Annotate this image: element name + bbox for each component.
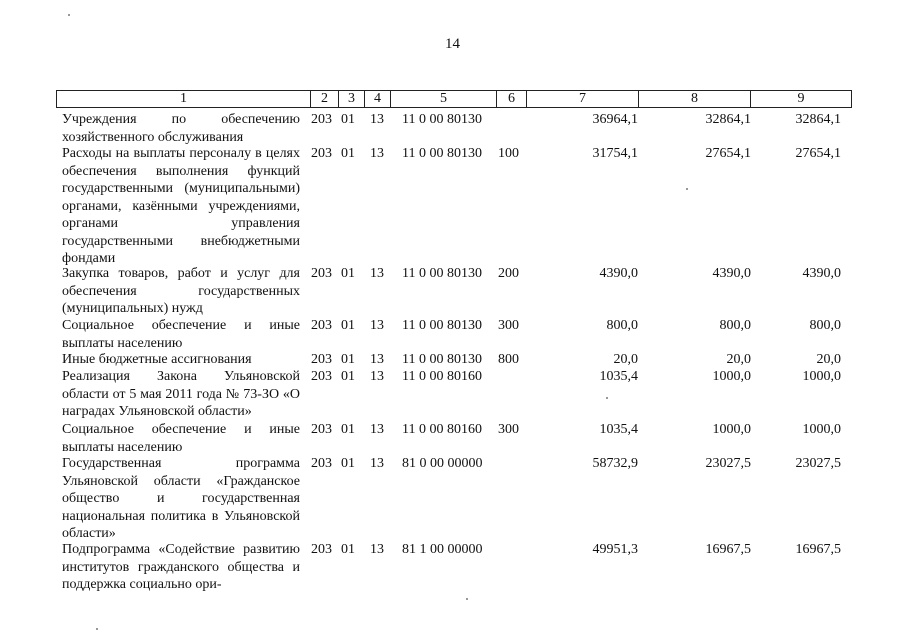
header-col-9: 9 — [750, 91, 851, 107]
cell-col-5: 81 0 00 00000 — [402, 456, 483, 471]
header-col-7: 7 — [526, 91, 638, 107]
row-description: Иные бюджетные ассигнования — [62, 352, 252, 367]
scan-speck — [606, 397, 608, 399]
table-header — [56, 90, 852, 108]
header-col-1: 1 — [180, 91, 187, 106]
cell-col-8: 27654,1 — [705, 146, 751, 161]
page-number: 14 — [445, 36, 460, 52]
cell-col-5: 11 0 00 80130 — [402, 352, 482, 367]
cell-col-7: 1035,4 — [599, 422, 638, 437]
row-description: Закупка товаров, работ и услуг для обеспечения государственных (муниципальных) нужд — [62, 266, 300, 316]
cell-col-7: 49951,3 — [592, 542, 638, 557]
cell-col-2: 203 — [311, 352, 332, 367]
cell-col-8: 800,0 — [719, 318, 751, 333]
cell-col-2: 203 — [311, 542, 332, 557]
cell-col-3: 01 — [341, 112, 355, 127]
cell-col-9: 1000,0 — [802, 369, 841, 384]
cell-col-9: 20,0 — [816, 352, 841, 367]
cell-col-6: 200 — [498, 266, 519, 281]
cell-col-3: 01 — [341, 422, 355, 437]
cell-col-8: 1000,0 — [712, 369, 751, 384]
cell-col-3: 01 — [341, 266, 355, 281]
cell-col-8: 4390,0 — [712, 266, 751, 281]
cell-col-2: 203 — [311, 422, 332, 437]
cell-col-5: 81 1 00 00000 — [402, 542, 483, 557]
header-col-2: 2 — [310, 91, 338, 107]
cell-col-4: 13 — [370, 456, 384, 471]
cell-col-8: 23027,5 — [705, 456, 751, 471]
cell-col-6: 100 — [498, 146, 519, 161]
header-col-8: 8 — [638, 91, 750, 107]
row-description: Государственная программа Ульяновской области «Гражданское общество и государственная национальная политика в Ульяновской области» — [62, 456, 300, 541]
cell-col-4: 13 — [370, 542, 384, 557]
cell-col-9: 23027,5 — [795, 456, 841, 471]
cell-col-7: 800,0 — [606, 318, 638, 333]
cell-col-2: 203 — [311, 318, 332, 333]
scan-speck — [686, 188, 688, 190]
cell-col-8: 32864,1 — [705, 112, 751, 127]
cell-col-2: 203 — [311, 369, 332, 384]
header-col-5: 5 — [390, 91, 496, 107]
cell-col-9: 800,0 — [809, 318, 841, 333]
row-description: Социальное обеспечение и иные выплаты населению — [62, 422, 300, 455]
cell-col-5: 11 0 00 80130 — [402, 112, 482, 127]
row-description: Реализация Закона Ульяновской области от 5 мая 2011 года № 73-ЗО «О наградах Ульяновской области» — [62, 369, 300, 419]
cell-col-3: 01 — [341, 318, 355, 333]
cell-col-9: 4390,0 — [802, 266, 841, 281]
cell-col-3: 01 — [341, 369, 355, 384]
cell-col-7: 58732,9 — [592, 456, 638, 471]
cell-col-4: 13 — [370, 352, 384, 367]
cell-col-3: 01 — [341, 146, 355, 161]
scan-speck — [466, 598, 468, 600]
header-col-4: 4 — [364, 91, 390, 107]
cell-col-8: 16967,5 — [705, 542, 751, 557]
cell-col-2: 203 — [311, 146, 332, 161]
cell-col-4: 13 — [370, 369, 384, 384]
cell-col-6: 800 — [498, 352, 519, 367]
cell-col-2: 203 — [311, 112, 332, 127]
cell-col-4: 13 — [370, 318, 384, 333]
cell-col-9: 32864,1 — [795, 112, 841, 127]
cell-col-4: 13 — [370, 422, 384, 437]
header-col-6: 6 — [496, 91, 526, 107]
cell-col-5: 11 0 00 80160 — [402, 369, 482, 384]
cell-col-3: 01 — [341, 542, 355, 557]
cell-col-7: 31754,1 — [592, 146, 638, 161]
scan-speck — [96, 628, 98, 630]
cell-col-4: 13 — [370, 146, 384, 161]
cell-col-9: 16967,5 — [795, 542, 841, 557]
cell-col-5: 11 0 00 80160 — [402, 422, 482, 437]
header-col-3: 3 — [338, 91, 364, 107]
cell-col-2: 203 — [311, 266, 332, 281]
row-description: Учреждения по обеспечению хозяйственного обслуживания — [62, 112, 300, 145]
cell-col-7: 36964,1 — [592, 112, 638, 127]
cell-col-7: 20,0 — [613, 352, 638, 367]
cell-col-4: 13 — [370, 112, 384, 127]
cell-col-5: 11 0 00 80130 — [402, 266, 482, 281]
scan-speck — [68, 14, 70, 16]
cell-col-8: 20,0 — [726, 352, 751, 367]
cell-col-3: 01 — [341, 352, 355, 367]
cell-col-3: 01 — [341, 456, 355, 471]
cell-col-6: 300 — [498, 422, 519, 437]
cell-col-8: 1000,0 — [712, 422, 751, 437]
cell-col-6: 300 — [498, 318, 519, 333]
cell-col-9: 1000,0 — [802, 422, 841, 437]
cell-col-4: 13 — [370, 266, 384, 281]
cell-col-2: 203 — [311, 456, 332, 471]
cell-col-7: 4390,0 — [599, 266, 638, 281]
row-description: Расходы на выплаты персоналу в целях обеспечения выполнения функций государственными (муниципальными) органами, казёнными учреждениями, органами управления государственными внебюджетными фондами — [62, 146, 300, 266]
cell-col-5: 11 0 00 80130 — [402, 318, 482, 333]
row-description: Социальное обеспечение и иные выплаты населению — [62, 318, 300, 351]
cell-col-9: 27654,1 — [795, 146, 841, 161]
cell-col-5: 11 0 00 80130 — [402, 146, 482, 161]
row-description: Подпрограмма «Содействие развитию институтов гражданского общества и поддержка социально ори- — [62, 542, 300, 592]
cell-col-7: 1035,4 — [599, 369, 638, 384]
